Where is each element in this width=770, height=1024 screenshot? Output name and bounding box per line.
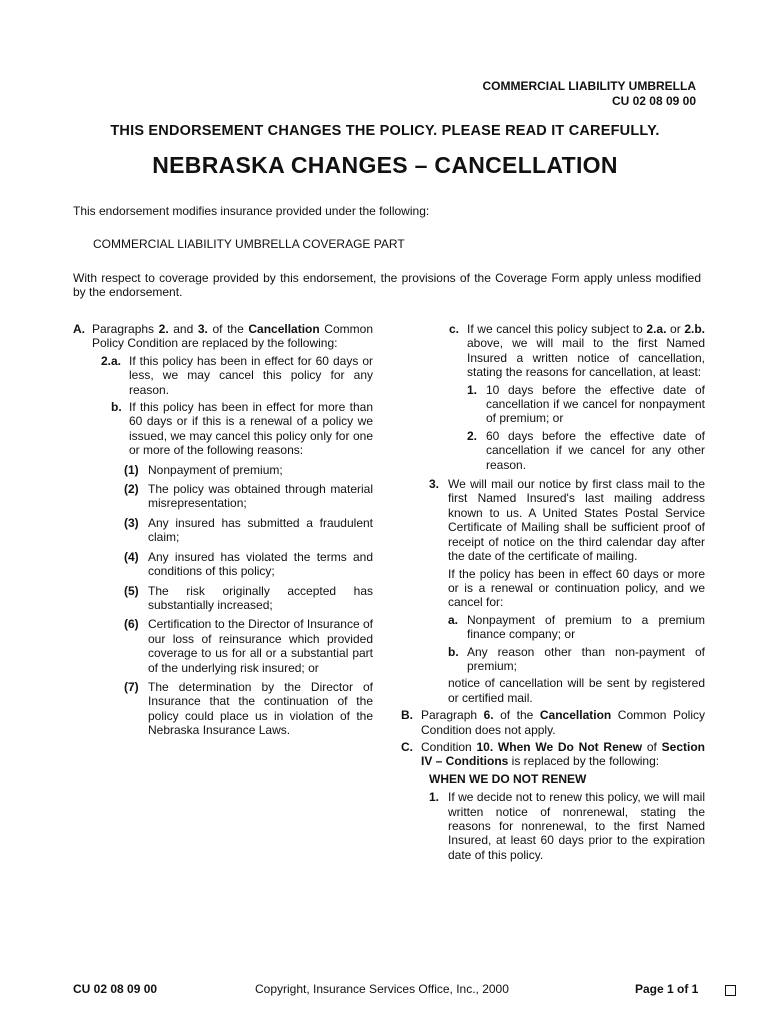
reason-text: Any insured has submitted a fraudulent claim;: [148, 515, 373, 545]
reason-item: [124, 584, 373, 613]
policy-notice: THIS ENDORSEMENT CHANGES THE POLICY. PLEASE READ IT CAREFULLY.: [110, 123, 660, 139]
section-c: C. Condition 10. When We Do Not Renew of Section IV – Conditions is replaced by the following:: [401, 739, 705, 769]
form-number: CU 02 08 09 00: [611, 93, 696, 108]
item-3-b: b. Any reason other than non-payment of premium;: [448, 644, 705, 673]
item-2b: b. If this policy has been in effect for more than 60 days or if this is a renewal of a policy we issued, we may cancel this policy only for one or more of the following reasons:: [111, 400, 373, 458]
reason-label: (2): [124, 482, 139, 497]
form-header: [482, 79, 696, 108]
item-3-notice: notice of cancellation will be sent by registered or certified mail.: [448, 676, 705, 705]
reasons-list: [73, 463, 373, 738]
reason-text: Certification to the Director of Insurance of our loss of reinsurance which provided coverage to us for all or a substantial part of the underlying risk insured; or: [148, 617, 373, 675]
item-3: 3. We will mail our notice by first class mail to the first Named Insured's last mailing address known to us. A United States Postal Service Certificate of Mailing shall be sufficient proof of receipt of notice on the third calendar day after the date of the certificate of mailing.: [429, 477, 705, 564]
footer-copyright: Copyright, Insurance Services Office, Inc., 2000: [255, 982, 509, 996]
reason-item: [124, 617, 373, 675]
reason-text: The risk originally accepted has substantially increased;: [148, 583, 373, 612]
reason-item: [124, 516, 373, 545]
reason-label: (4): [124, 549, 139, 564]
reason-text: The policy was obtained through material misrepresentation;: [148, 482, 373, 511]
reason-item: [124, 463, 373, 477]
section-c-heading: WHEN WE DO NOT RENEW: [429, 771, 587, 786]
item-c-1: 1. 10 days before the effective date of cancellation if we cancel for nonpayment of premium; or: [467, 382, 705, 426]
footer-form-number: CU 02 08 09 00: [73, 982, 158, 996]
item-3-paragraph: If the policy has been in effect 60 days or more or is a renewal or continuation policy, and we cancel for:: [448, 566, 705, 610]
right-column: [401, 322, 705, 862]
checkbox-icon[interactable]: [725, 985, 736, 996]
item-2a: 2.a. If this policy has been in effect for 60 days or less, we may cancel this policy for any reason.: [101, 353, 373, 397]
left-column: [73, 322, 373, 743]
reason-label: (7): [124, 679, 139, 694]
reason-text: Any insured has violated the terms and conditions of this policy;: [148, 549, 373, 579]
form-title: COMMERCIAL LIABILITY UMBRELLA: [482, 79, 696, 93]
section-c-item-1: 1. If we decide not to renew this policy, we will mail written notice of nonrenewal, stating the reasons for nonrenewal, to the first Named Insured, at least 60 days prior to the expiration date of this policy.: [429, 790, 705, 862]
section-a-label: A.: [73, 322, 85, 336]
reason-label: (3): [124, 515, 139, 530]
section-a: [73, 322, 373, 351]
reason-item: [124, 482, 373, 511]
reason-item: [124, 680, 373, 738]
reason-label: (6): [124, 617, 139, 632]
reason-item: [124, 550, 373, 579]
reason-text: Nonpayment of premium;: [148, 462, 283, 477]
item-c-2: 2. 60 days before the effective date of cancellation if we cancel for any other reason.: [467, 428, 705, 472]
footer-page-number: Page 1 of 1: [635, 982, 699, 996]
section-b: B. Paragraph 6. of the Cancellation Common Policy Condition does not apply.: [401, 708, 706, 737]
reason-label: (1): [124, 462, 139, 477]
intro-provisions: With respect to coverage provided by this endorsement, the provisions of the Coverage Form apply unless modified by the endorsement.: [73, 271, 701, 300]
intro-line: This endorsement modifies insurance provided under the following:: [73, 204, 430, 218]
item-3-a: a. Nonpayment of premium to a premium finance company; or: [448, 612, 705, 642]
reason-label: (5): [124, 583, 139, 598]
item-c: c. If we cancel this policy subject to 2.a. or 2.b. above, we will mail to the first Named Insured a written notice of cancellation, stating the reasons for cancellation, at least:: [449, 322, 705, 380]
page-title: NEBRASKA CHANGES – CANCELLATION: [152, 152, 618, 178]
section-a-text: Paragraphs 2. and 3. of the Cancellation Common Policy Condition are replaced by the following:: [92, 322, 373, 351]
coverage-part: COMMERCIAL LIABILITY UMBRELLA COVERAGE PART: [93, 237, 405, 251]
reason-text: The determination by the Director of Insurance that the continuation of the policy could place us in violation of the Nebraska Insurance Laws.: [148, 679, 373, 738]
